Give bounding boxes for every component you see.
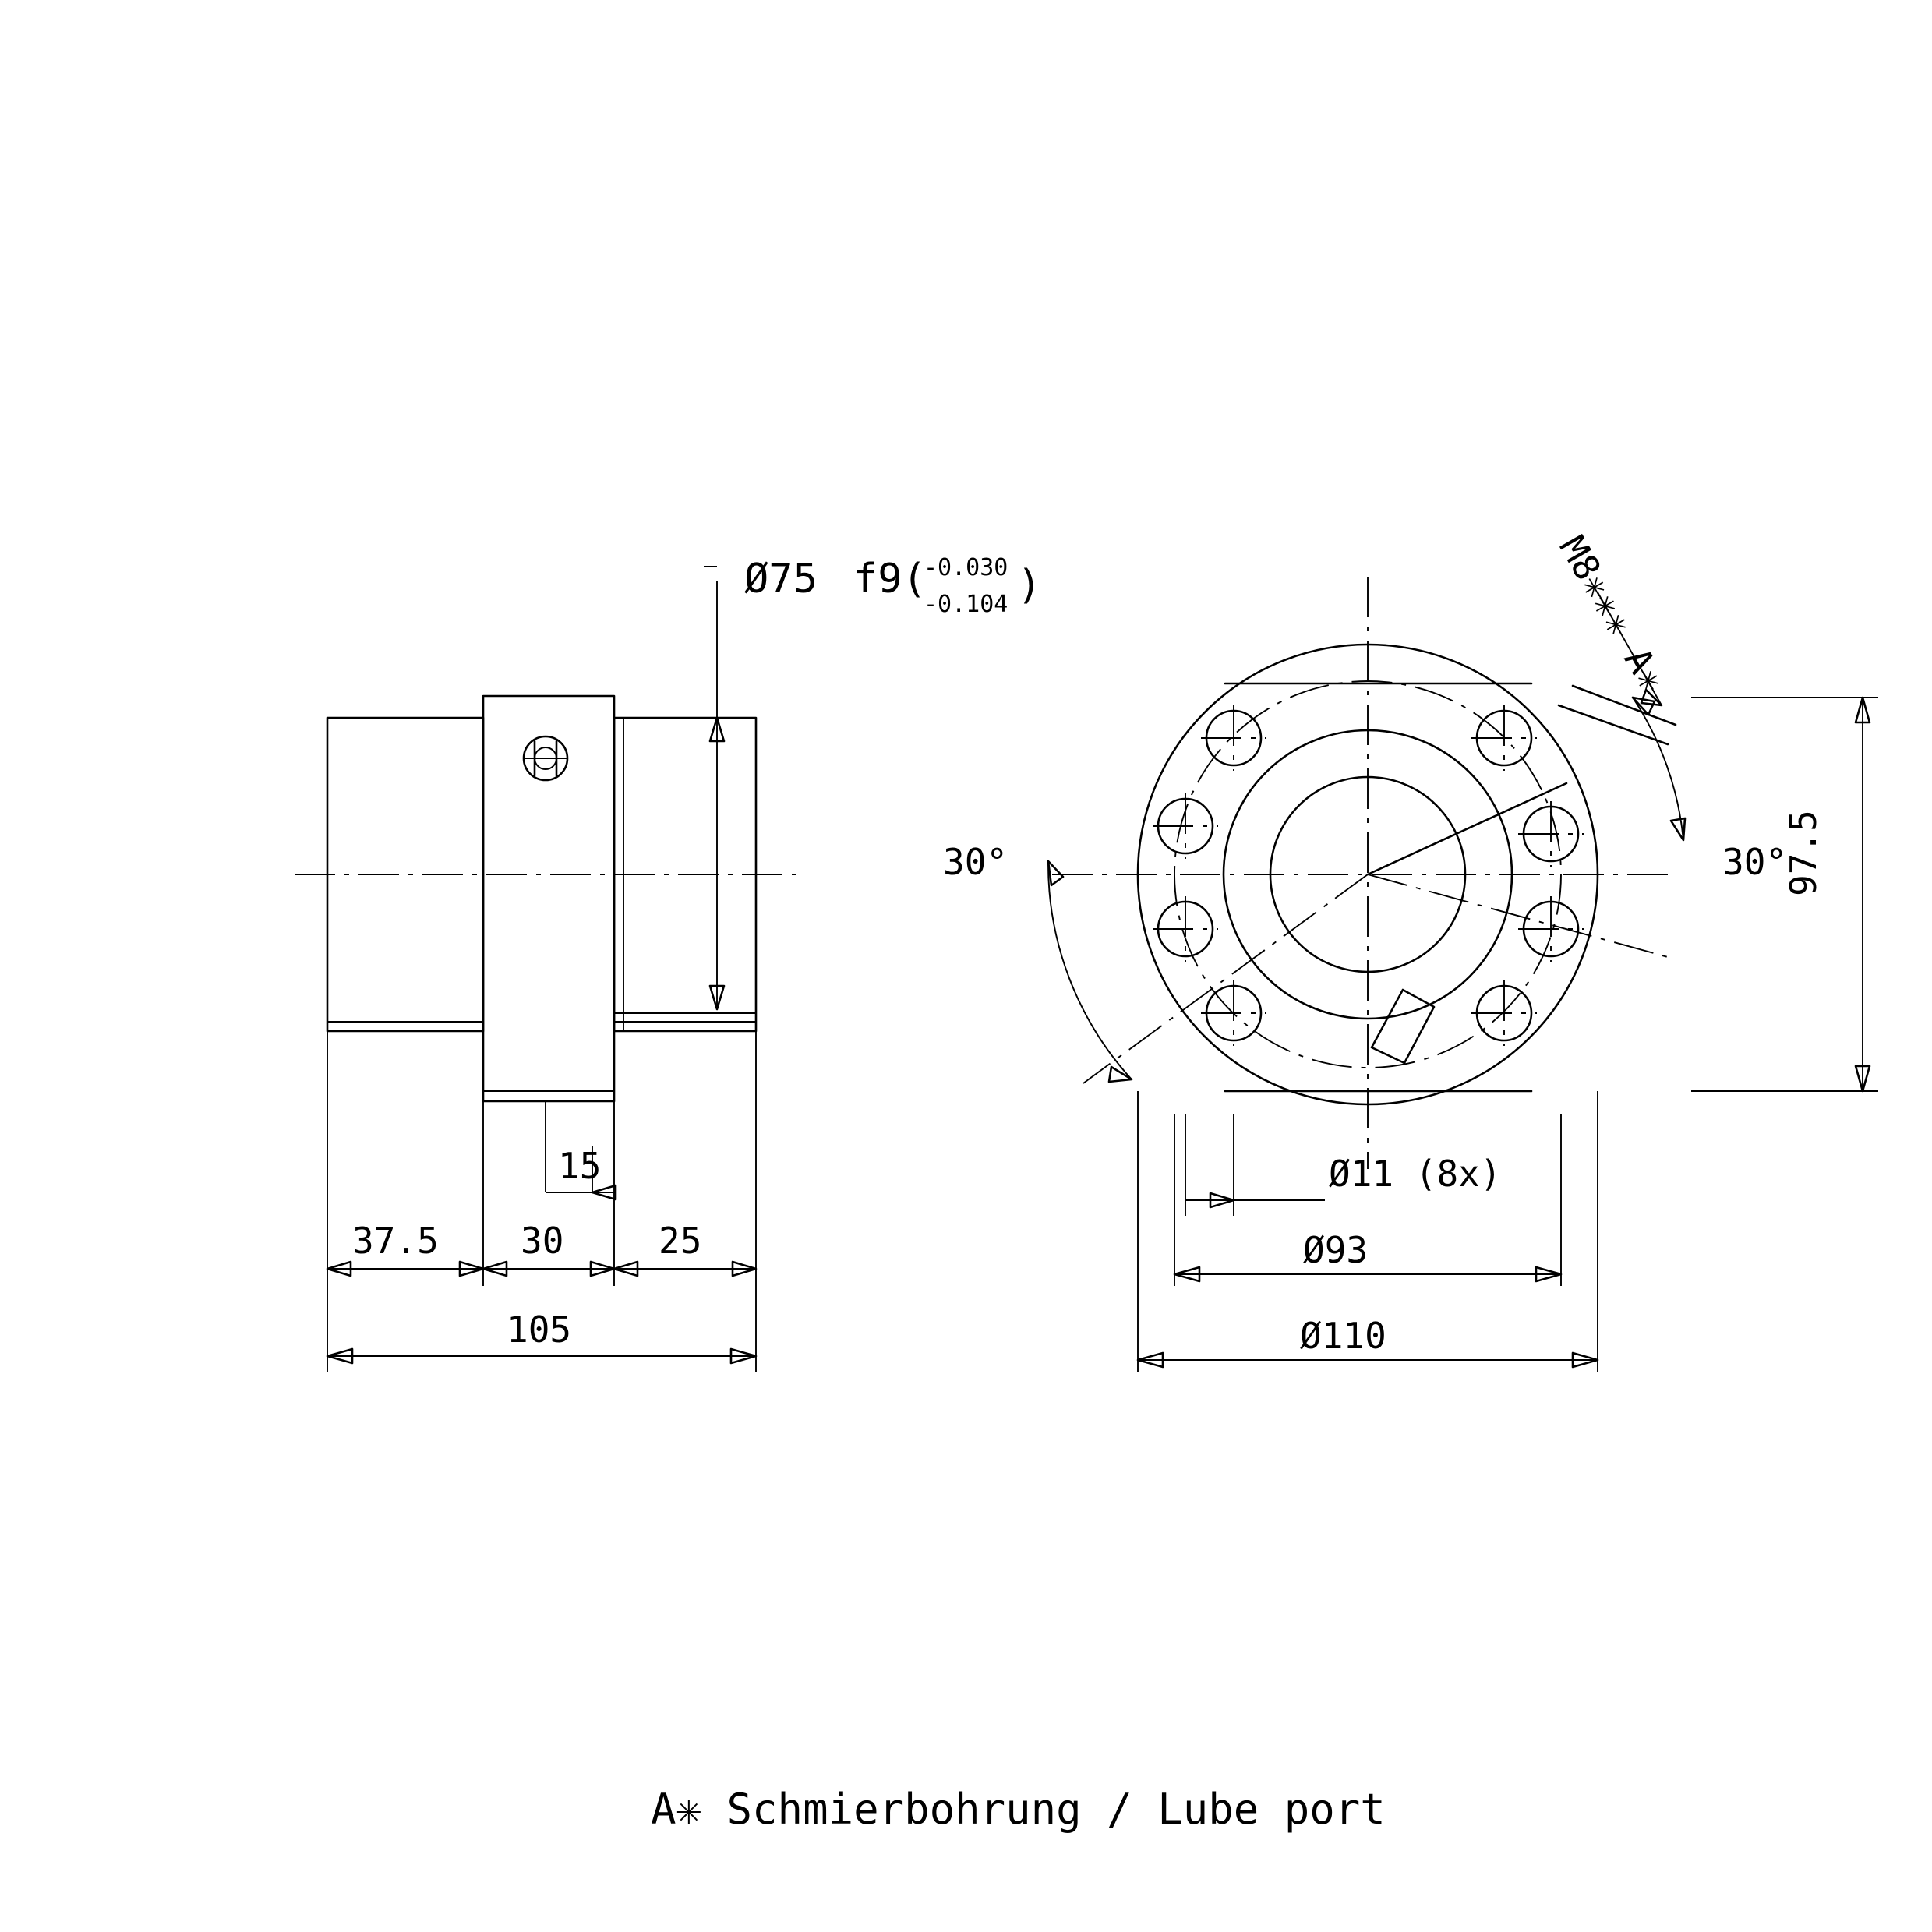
dim25-label: 25 — [659, 1220, 702, 1262]
dim15-label: 15 — [558, 1145, 602, 1187]
dia75-fit-label: f9( — [853, 556, 927, 602]
dia75-paren-close: ) — [1017, 562, 1042, 609]
lube-leader-1 — [1559, 705, 1668, 744]
angle-right-label: 30° — [1722, 841, 1788, 883]
angle-ref-line-left — [1083, 874, 1368, 1083]
side-flange-block — [483, 696, 614, 1101]
angle-arc-left — [1048, 861, 1132, 1079]
dim30-label: 30 — [521, 1220, 564, 1262]
drawing-caption: A✳ Schmierbohrung / Lube port — [651, 1785, 1386, 1834]
dia11-label: Ø11 (8x) — [1329, 1153, 1502, 1195]
dim105-label: 105 — [507, 1309, 572, 1351]
dia75-tol-upper: -0.030 — [924, 554, 1008, 581]
radial-line — [1368, 783, 1566, 874]
angle-arc-left-arrow1 — [1048, 861, 1063, 885]
dia75-tol-lower: -0.104 — [924, 591, 1008, 618]
thread-note-label: M8✳✳✳ A✳ — [1551, 528, 1675, 700]
dim375-label: 37.5 — [352, 1220, 439, 1262]
dia75-label: Ø75 — [744, 556, 818, 602]
angle-arc-left-arrow2 — [1109, 1067, 1132, 1082]
dia110-label: Ø110 — [1300, 1315, 1386, 1357]
dim975-label: 97.5 — [1782, 810, 1824, 896]
angle-left-label: 30° — [943, 841, 1008, 883]
keyway-slot — [1372, 990, 1434, 1063]
dia93-label: Ø93 — [1303, 1229, 1369, 1271]
angle-ref-line-right — [1368, 874, 1668, 957]
front-view — [1048, 577, 1878, 1372]
